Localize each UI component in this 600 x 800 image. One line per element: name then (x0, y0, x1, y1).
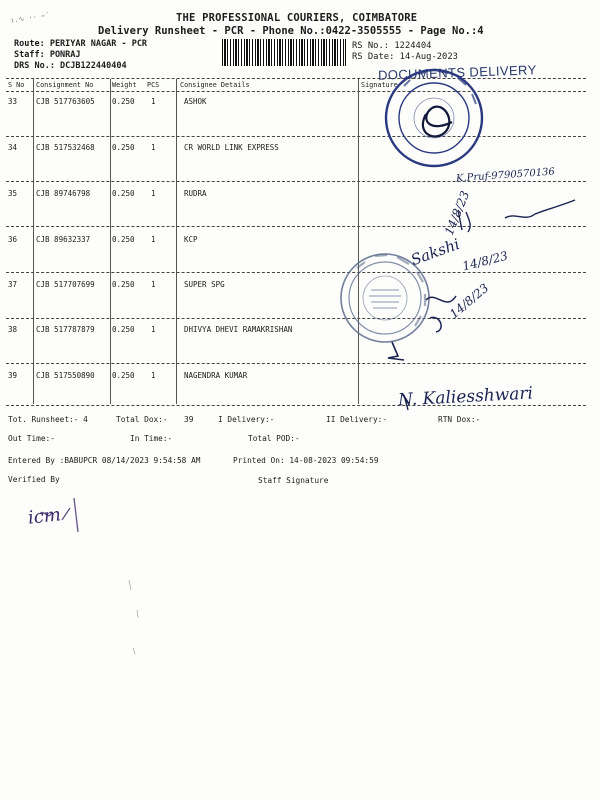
row-weight: 0.250 (112, 280, 135, 289)
row-weight: 0.250 (112, 143, 135, 152)
total-dox-label: Total Dox:- (116, 415, 168, 424)
drs-number: DRS No.: DCJB122440404 (14, 61, 127, 71)
margin-scribble: ι.∿ ·· ~´ (9, 11, 50, 25)
rs-number: RS No.: 1224404 (352, 41, 432, 51)
handwritten-phone: K.Pruf-9790570136 (455, 166, 556, 185)
row-pcs: 1 (151, 280, 156, 289)
col-header-consignment: Consignment No (36, 81, 94, 89)
row-consignment: CJB 517532468 (36, 143, 95, 152)
in-time: In Time:- (130, 434, 173, 443)
row-sno: 36 (8, 235, 18, 244)
row-pcs: 1 (151, 235, 156, 244)
handwritten-date: 14/8/23 (460, 248, 510, 274)
row-weight: 0.250 (112, 235, 135, 244)
company-title: THE PROFESSIONAL COURIERS, COIMBATORE (176, 12, 418, 24)
row-consignment: CJB 517763605 (36, 97, 95, 106)
row-weight: 0.250 (112, 325, 135, 334)
row-sno: 37 (8, 280, 18, 289)
row-pcs: 1 (151, 97, 156, 106)
row-consignee: CR WORLD LINK EXPRESS (184, 143, 279, 152)
row-consignee: DHIVYA DHEVI RAMAKRISHAN (184, 325, 293, 334)
row-sno: 33 (8, 97, 18, 106)
col-header-sno: S No (8, 81, 25, 89)
row-pcs: 1 (151, 189, 156, 198)
total-pod: Total POD:- (248, 434, 300, 443)
row-consignee: SUPER SPG (184, 280, 225, 289)
scan-specks (129, 580, 138, 654)
row-consignment: CJB 517550890 (36, 371, 95, 380)
staff-label: Staff: PONRAJ (14, 50, 81, 60)
row-sno: 39 (8, 371, 18, 380)
company-round-stamp (386, 70, 482, 166)
col-header-consignee: Consignee Details (180, 81, 250, 89)
route-label: Route: PERIYAR NAGAR - PCR (14, 39, 148, 49)
row-sno: 38 (8, 325, 18, 334)
signature-stroke (388, 342, 404, 360)
row-consignee: KCP (184, 235, 198, 244)
row-consignee: RUDRA (184, 189, 207, 198)
row-sno: 34 (8, 143, 18, 152)
row-weight: 0.250 (112, 189, 135, 198)
handwritten-date: 14/8/23 (441, 188, 473, 238)
row-pcs: 1 (151, 143, 156, 152)
rtn-dox: RTN Dox:- (438, 415, 481, 424)
row-weight: 0.250 (112, 371, 135, 380)
signature-stroke (505, 200, 575, 218)
col-header-signature: Signature (361, 81, 398, 89)
staff-signature: Staff Signature (258, 476, 329, 485)
row-consignment: CJB 517787879 (36, 325, 95, 334)
row-consignee: ASHOK (184, 97, 207, 106)
total-dox-value: 39 (184, 415, 194, 424)
verified-by: Verified By (8, 475, 60, 484)
row-consignment: CJB 89632337 (36, 235, 91, 244)
rs-date: RS Date: 14-Aug-2023 (352, 52, 458, 62)
entered-by: Entered By :BABUPCR 08/14/2023 9:54:58 AM (8, 456, 201, 465)
row-consignment: CJB 517707699 (36, 280, 95, 289)
printed-on: Printed On: 14-08-2023 09:54:59 (233, 456, 379, 465)
row-pcs: 1 (151, 325, 156, 334)
row-pcs: 1 (151, 371, 156, 380)
total-runsheet: Tot. Runsheet:- 4 (8, 415, 88, 424)
row-consignment: CJB 89746798 (36, 189, 91, 198)
row-sno: 35 (8, 189, 18, 198)
col-header-pcs: PCS (147, 81, 160, 89)
col-header-weight: Weight (112, 81, 137, 89)
handwritten-name: Sakshi (408, 234, 463, 270)
i-delivery: I Delivery:- (218, 415, 275, 424)
out-time: Out Time:- (8, 434, 55, 443)
row-consignee: NAGENDRA KUMAR (184, 371, 248, 380)
verified-initials: icm (26, 504, 62, 529)
runsheet-subtitle: Delivery Runsheet - PCR - Phone No.:0422-3505555 - Page No.:4 (98, 25, 484, 37)
row-weight: 0.250 (112, 97, 135, 106)
documents-delivery-stamp: DOCUMENTS DELIVERY (377, 62, 537, 83)
ii-delivery: II Delivery:- (326, 415, 388, 424)
handwritten-signature: N. Kaliesshwari (397, 383, 534, 411)
handwritten-date: 14/8/23 (446, 280, 492, 322)
